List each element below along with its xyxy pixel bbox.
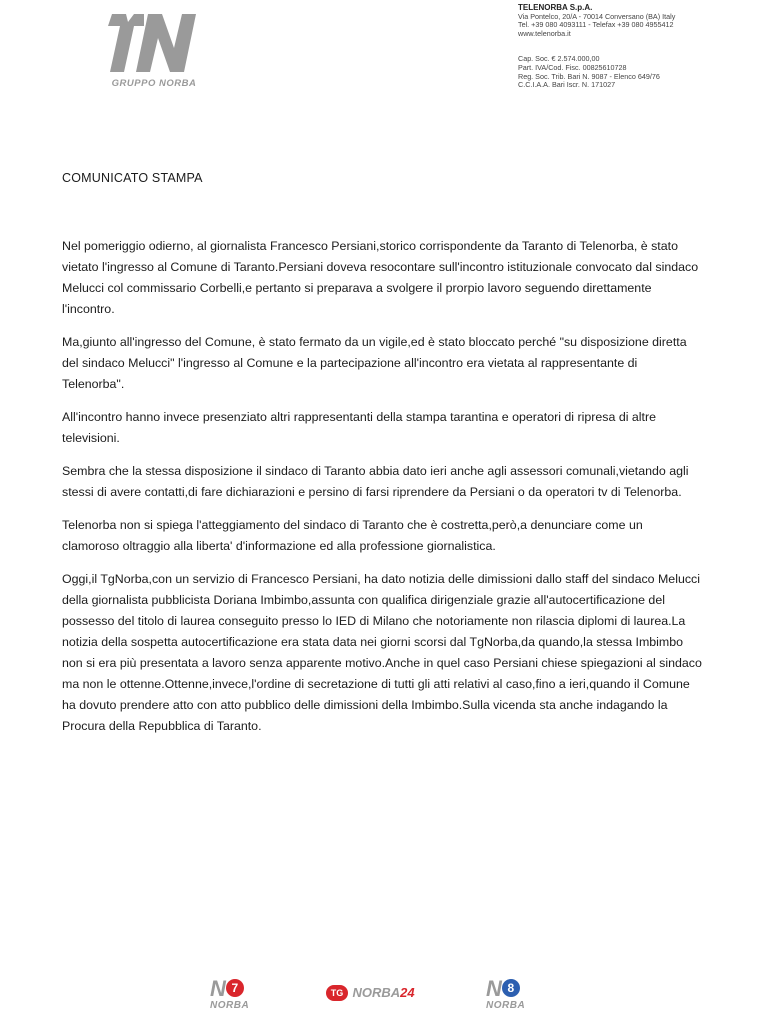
norba7-logo <box>210 976 249 1020</box>
paragraph: Nel pomeriggio odierno, al giornalista Francesco Persiani,storico corrispondente da Taranto di Telenorba, è stato vietato l'ingresso al Comune di Taranto.Persiani doveva resocontare sull'incontro istituzionale convocato dal sindaco Melucci col commissario Corbelli,e pertanto si preparava a svolgere il prorpio lavoro seguendo direttamente l'incontro. <box>62 239 699 316</box>
norba7-label: NORBA <box>210 1000 250 1011</box>
paragraph: All'incontro hanno invece presenziato altri rappresentanti della stampa tarantina e operatori di ripresa di altre televisioni. <box>62 410 657 445</box>
norba8-label: NORBA <box>486 1000 526 1011</box>
paragraph: Telenorba non si spiega l'atteggiamento del sindaco di Taranto che è costretta,però,a denunciare come un clamoroso oltraggio alla liberta' d'informazione ed alla professione giornalistica. <box>62 518 643 553</box>
norba8-number: 8 <box>502 979 520 997</box>
company-registry: Reg. Soc. Trib. Bari N. 9087 - Elenco 649/76 <box>518 71 660 81</box>
paragraph: Sembra che la stessa disposizione il sindaco di Taranto abbia dato ieri anche agli assessori comunali,vietando agli stessi di avere contatti,di fare dichiarazioni e persino di farsi riprendere da Persiani o da operatori tv di Telenorba. <box>62 464 689 499</box>
company-phone: Tel. +39 080 4093111 - Telefax +39 080 4955412 <box>518 20 674 30</box>
tg-number: 24 <box>400 985 415 1000</box>
company-capital: Cap. Soc. € 2.574.000,00 <box>518 54 600 64</box>
document-body <box>62 236 702 749</box>
telenorba-logo-mark <box>104 6 200 80</box>
document-title: COMUNICATO STAMPA <box>62 171 203 185</box>
company-address: Via Pontelco, 20/A - 70014 Conversano (BA) Italy <box>518 11 676 21</box>
company-info <box>518 4 768 90</box>
company-website: www.telenorba.it <box>518 28 571 38</box>
norba7-mark: N <box>210 976 224 1001</box>
company-name: TELENORBA S.p.A. <box>518 3 593 12</box>
paragraph: Oggi,il TgNorba,con un servizio di Francesco Persiani, ha dato notizia delle dimissioni dallo staff del sindaco Melucci della giornalista pubblicista Doriana Imbimbo,assunta con qualifica dirigenziale grazie all'autocertificazione del possesso del titolo di laurea conseguito presso lo IED di Milano che notoriamente non rilascia diplomi di laurea.La notizia della sospetta autocertificazione era stata data nei giorni scorsi dal TgNorba,da quando,la stessa Imbimbo non si era più presentata a lavoro senza apparente motivo.Anche in quel caso Persiani chiese spiegazioni al sindaco ma non le ottenne.Ottenne,invece,l'ordine di secretazione di tutti gli atti relativi al caso,fino a ieri,quando il Comune ha dovuto prendere atto con atto pubblico delle dimissioni della Imbimbo.Sulla vicenda sta anche indagando la Procura della Repubblica di Taranto. <box>62 572 702 733</box>
logo-caption: GRUPPO NORBA <box>111 78 197 89</box>
company-cciaa: C.C.I.A.A. Bari Iscr. N. 171027 <box>518 80 616 90</box>
company-vat: Part. IVA/Cod. Fisc. 00825610728 <box>518 62 627 72</box>
tg-word: NORBA <box>352 985 401 1000</box>
tg-badge: TG <box>326 985 348 1001</box>
paragraph: Ma,giunto all'ingresso del Comune, è stato fermato da un vigile,ed è stato bloccato perché "su disposizione diretta del sindaco Melucci" l'ingresso al Comune e la partecipazione all'incontro era vietata al rappresentante di Telenorba". <box>62 335 687 391</box>
tgnorba24-logo <box>326 984 415 1028</box>
norba8-logo <box>486 976 525 1020</box>
norba7-number: 7 <box>226 979 244 997</box>
norba8-mark: N <box>486 976 500 1001</box>
